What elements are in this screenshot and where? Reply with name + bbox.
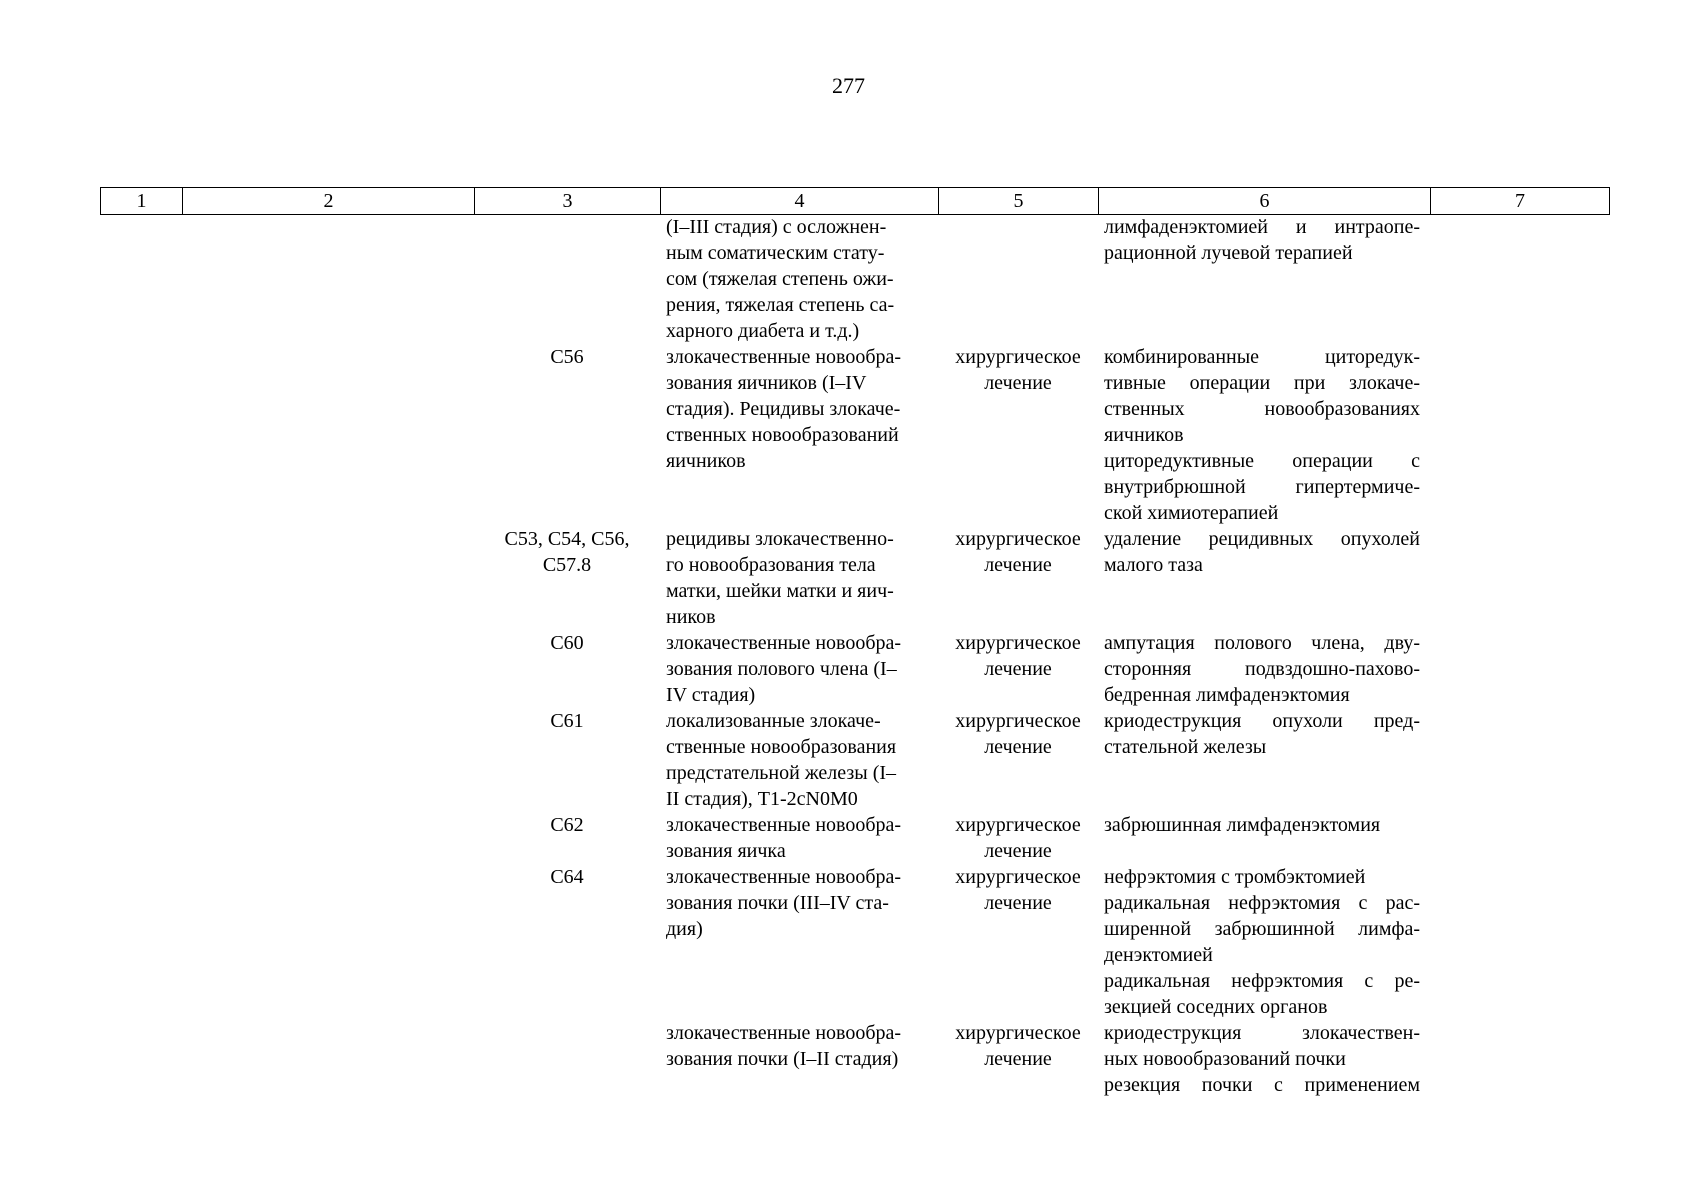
treatment-type-line: лечение — [984, 840, 1052, 862]
treatment-method-line: криодеструкция опухоли пред- — [1104, 710, 1420, 732]
diagnosis-line: предстательной железы (I– — [666, 762, 897, 784]
cell-icd-codes — [474, 344, 660, 370]
treatment-method-line: тивные операции при злокаче- — [1104, 372, 1420, 394]
cell-icd-codes — [474, 630, 660, 656]
cell-diagnosis — [660, 344, 938, 474]
treatment-method-line: циторедуктивные операции с — [1104, 450, 1420, 472]
treatment-method-line: стательной железы — [1104, 736, 1267, 758]
treatment-type-line: хирургическое — [955, 814, 1081, 836]
treatment-method-line: ской химиотерапией — [1104, 502, 1279, 524]
treatment-method-line: ширенной забрюшинной лимфа- — [1104, 918, 1420, 940]
diagnosis-line: II стадия), T1-2cN0M0 — [666, 788, 858, 810]
diagnosis-line: злокачественные новообра- — [666, 632, 902, 654]
diagnosis-line: злокачественные новообра- — [666, 346, 902, 368]
treatment-method-line: рационной лучевой терапией — [1104, 242, 1353, 264]
table-row — [100, 214, 1609, 344]
cell-treatment-method — [1098, 1020, 1430, 1098]
treatment-method-line: ственных новообразованиях — [1104, 398, 1420, 420]
diagnosis-line: зования яичников (I–IV — [666, 372, 867, 394]
treatment-type-line: лечение — [984, 554, 1052, 576]
table-row — [100, 708, 1609, 812]
cell-treatment-method — [1098, 526, 1430, 578]
cell-icd-codes — [474, 708, 660, 734]
cell-treatment-method — [1098, 344, 1430, 526]
diagnosis-line: злокачественные новообра- — [666, 1022, 902, 1044]
treatment-type-line: лечение — [984, 892, 1052, 914]
treatment-method-line: ных новообразований почки — [1104, 1048, 1346, 1070]
diagnosis-line: яичников — [666, 450, 746, 472]
cell-treatment-type — [938, 708, 1098, 760]
treatment-type-line: хирургическое — [955, 632, 1081, 654]
column-number-4: 4 — [661, 188, 939, 215]
table-row — [100, 812, 1609, 864]
cell-diagnosis — [660, 812, 938, 864]
column-number-1: 1 — [101, 188, 183, 215]
table-header — [100, 187, 1610, 215]
treatment-method-line: яичников — [1104, 424, 1184, 446]
treatment-type-line: хирургическое — [955, 1022, 1081, 1044]
treatment-type-line: лечение — [984, 736, 1052, 758]
cell-treatment-method — [1098, 864, 1430, 1020]
treatment-method-line: нефрэктомия с тромбэктомией — [1104, 866, 1366, 888]
column-number-6: 6 — [1099, 188, 1431, 215]
cell-icd-codes — [474, 864, 660, 890]
column-number-2: 2 — [183, 188, 475, 215]
cell-treatment-method — [1098, 214, 1430, 266]
treatment-method-line: денэктомией — [1104, 944, 1213, 966]
diagnosis-line: злокачественные новообра- — [666, 866, 902, 888]
diagnosis-line: зования полового члена (I– — [666, 658, 897, 680]
cell-diagnosis — [660, 526, 938, 630]
table-row — [100, 630, 1609, 708]
column-number-3: 3 — [475, 188, 661, 215]
cell-treatment-type — [938, 630, 1098, 682]
diagnosis-line: матки, шейки матки и яич- — [666, 580, 894, 602]
treatment-method-line: внутрибрюшной гипертермиче- — [1104, 476, 1420, 498]
icd-code-line: C64 — [550, 866, 584, 888]
icd-code-line: C61 — [550, 710, 584, 732]
treatment-method-line: криодеструкция злокачествен- — [1104, 1022, 1420, 1044]
diagnosis-line: IV стадия) — [666, 684, 756, 706]
diagnosis-line: ственных новообразований — [666, 424, 899, 446]
treatment-type-line: лечение — [984, 658, 1052, 680]
diagnosis-line: злокачественные новообра- — [666, 814, 902, 836]
cell-treatment-type — [938, 812, 1098, 864]
cell-diagnosis — [660, 630, 938, 708]
treatment-method-line: радикальная нефрэктомия с ре- — [1104, 970, 1420, 992]
cell-icd-codes — [474, 526, 660, 578]
diagnosis-line: ным соматическим стату- — [666, 242, 885, 264]
treatment-type-line: лечение — [984, 1048, 1052, 1070]
treatment-method-line: малого таза — [1104, 554, 1203, 576]
column-number-row — [101, 188, 1610, 215]
table-row — [100, 864, 1609, 1020]
diagnosis-line: зования почки (III–IV ста- — [666, 892, 889, 914]
cell-treatment-type — [938, 344, 1098, 396]
diagnosis-line: зования почки (I–II стадия) — [666, 1048, 899, 1070]
cell-treatment-type — [938, 864, 1098, 916]
diagnosis-line: харного диабета и т.д.) — [666, 320, 860, 342]
cell-diagnosis — [660, 864, 938, 942]
treatment-method-line: ампутация полового члена, дву- — [1104, 632, 1420, 654]
treatment-method-line: резекция почки с применением — [1104, 1074, 1420, 1096]
column-number-5: 5 — [939, 188, 1099, 215]
table-body — [100, 214, 1609, 1098]
diagnosis-line: (I–III стадия) с осложнен- — [666, 216, 887, 238]
cell-treatment-method — [1098, 812, 1430, 838]
page-number: 277 — [832, 73, 865, 98]
diagnosis-line: локализованные злокаче- — [666, 710, 881, 732]
diagnosis-line: зования яичка — [666, 840, 786, 862]
cell-treatment-method — [1098, 708, 1430, 760]
icd-code-line: C60 — [550, 632, 584, 654]
treatment-type-line: лечение — [984, 372, 1052, 394]
diagnosis-line: го новообразования тела — [666, 554, 876, 576]
treatment-method-line: сторонняя подвздошно-пахово- — [1104, 658, 1420, 680]
treatment-type-line: хирургическое — [955, 710, 1081, 732]
cell-diagnosis — [660, 1020, 938, 1072]
cell-treatment-method — [1098, 630, 1430, 708]
diagnosis-line: дия) — [666, 918, 703, 940]
table-row — [100, 1020, 1609, 1098]
cell-icd-codes — [474, 812, 660, 838]
cell-treatment-type — [938, 1020, 1098, 1072]
treatment-method-line: удаление рецидивных опухолей — [1104, 528, 1420, 550]
treatment-method-line: забрюшинная лимфаденэктомия — [1104, 814, 1381, 836]
table-row — [100, 344, 1609, 526]
treatment-type-line: хирургическое — [955, 528, 1081, 550]
icd-code-line: C62 — [550, 814, 584, 836]
treatment-type-line: хирургическое — [955, 866, 1081, 888]
treatment-method-line: лимфаденэктомией и интраопе- — [1104, 216, 1420, 238]
diagnosis-line: ственные новообразования — [666, 736, 897, 758]
cell-diagnosis — [660, 708, 938, 812]
treatment-type-line: хирургическое — [955, 346, 1081, 368]
icd-code-line: C53, C54, C56, — [504, 528, 630, 550]
treatment-method-line: бедренная лимфаденэктомия — [1104, 684, 1350, 706]
cell-diagnosis — [660, 214, 938, 344]
diagnosis-line: сом (тяжелая степень ожи- — [666, 268, 894, 290]
treatment-method-line: радикальная нефрэктомия с рас- — [1104, 892, 1420, 914]
diagnosis-line: рения, тяжелая степень са- — [666, 294, 895, 316]
icd-code-line: C57.8 — [542, 554, 592, 576]
diagnosis-line: стадия). Рецидивы злокаче- — [666, 398, 901, 420]
column-number-7: 7 — [1431, 188, 1610, 215]
table-row — [100, 526, 1609, 630]
diagnosis-line: ников — [666, 606, 716, 628]
icd-code-line: C56 — [550, 346, 584, 368]
treatment-method-line: комбинированные циторедук- — [1104, 346, 1420, 368]
diagnosis-line: рецидивы злокачественно- — [666, 528, 894, 550]
cell-treatment-type — [938, 526, 1098, 578]
treatment-method-line: зекцией соседних органов — [1104, 996, 1328, 1018]
